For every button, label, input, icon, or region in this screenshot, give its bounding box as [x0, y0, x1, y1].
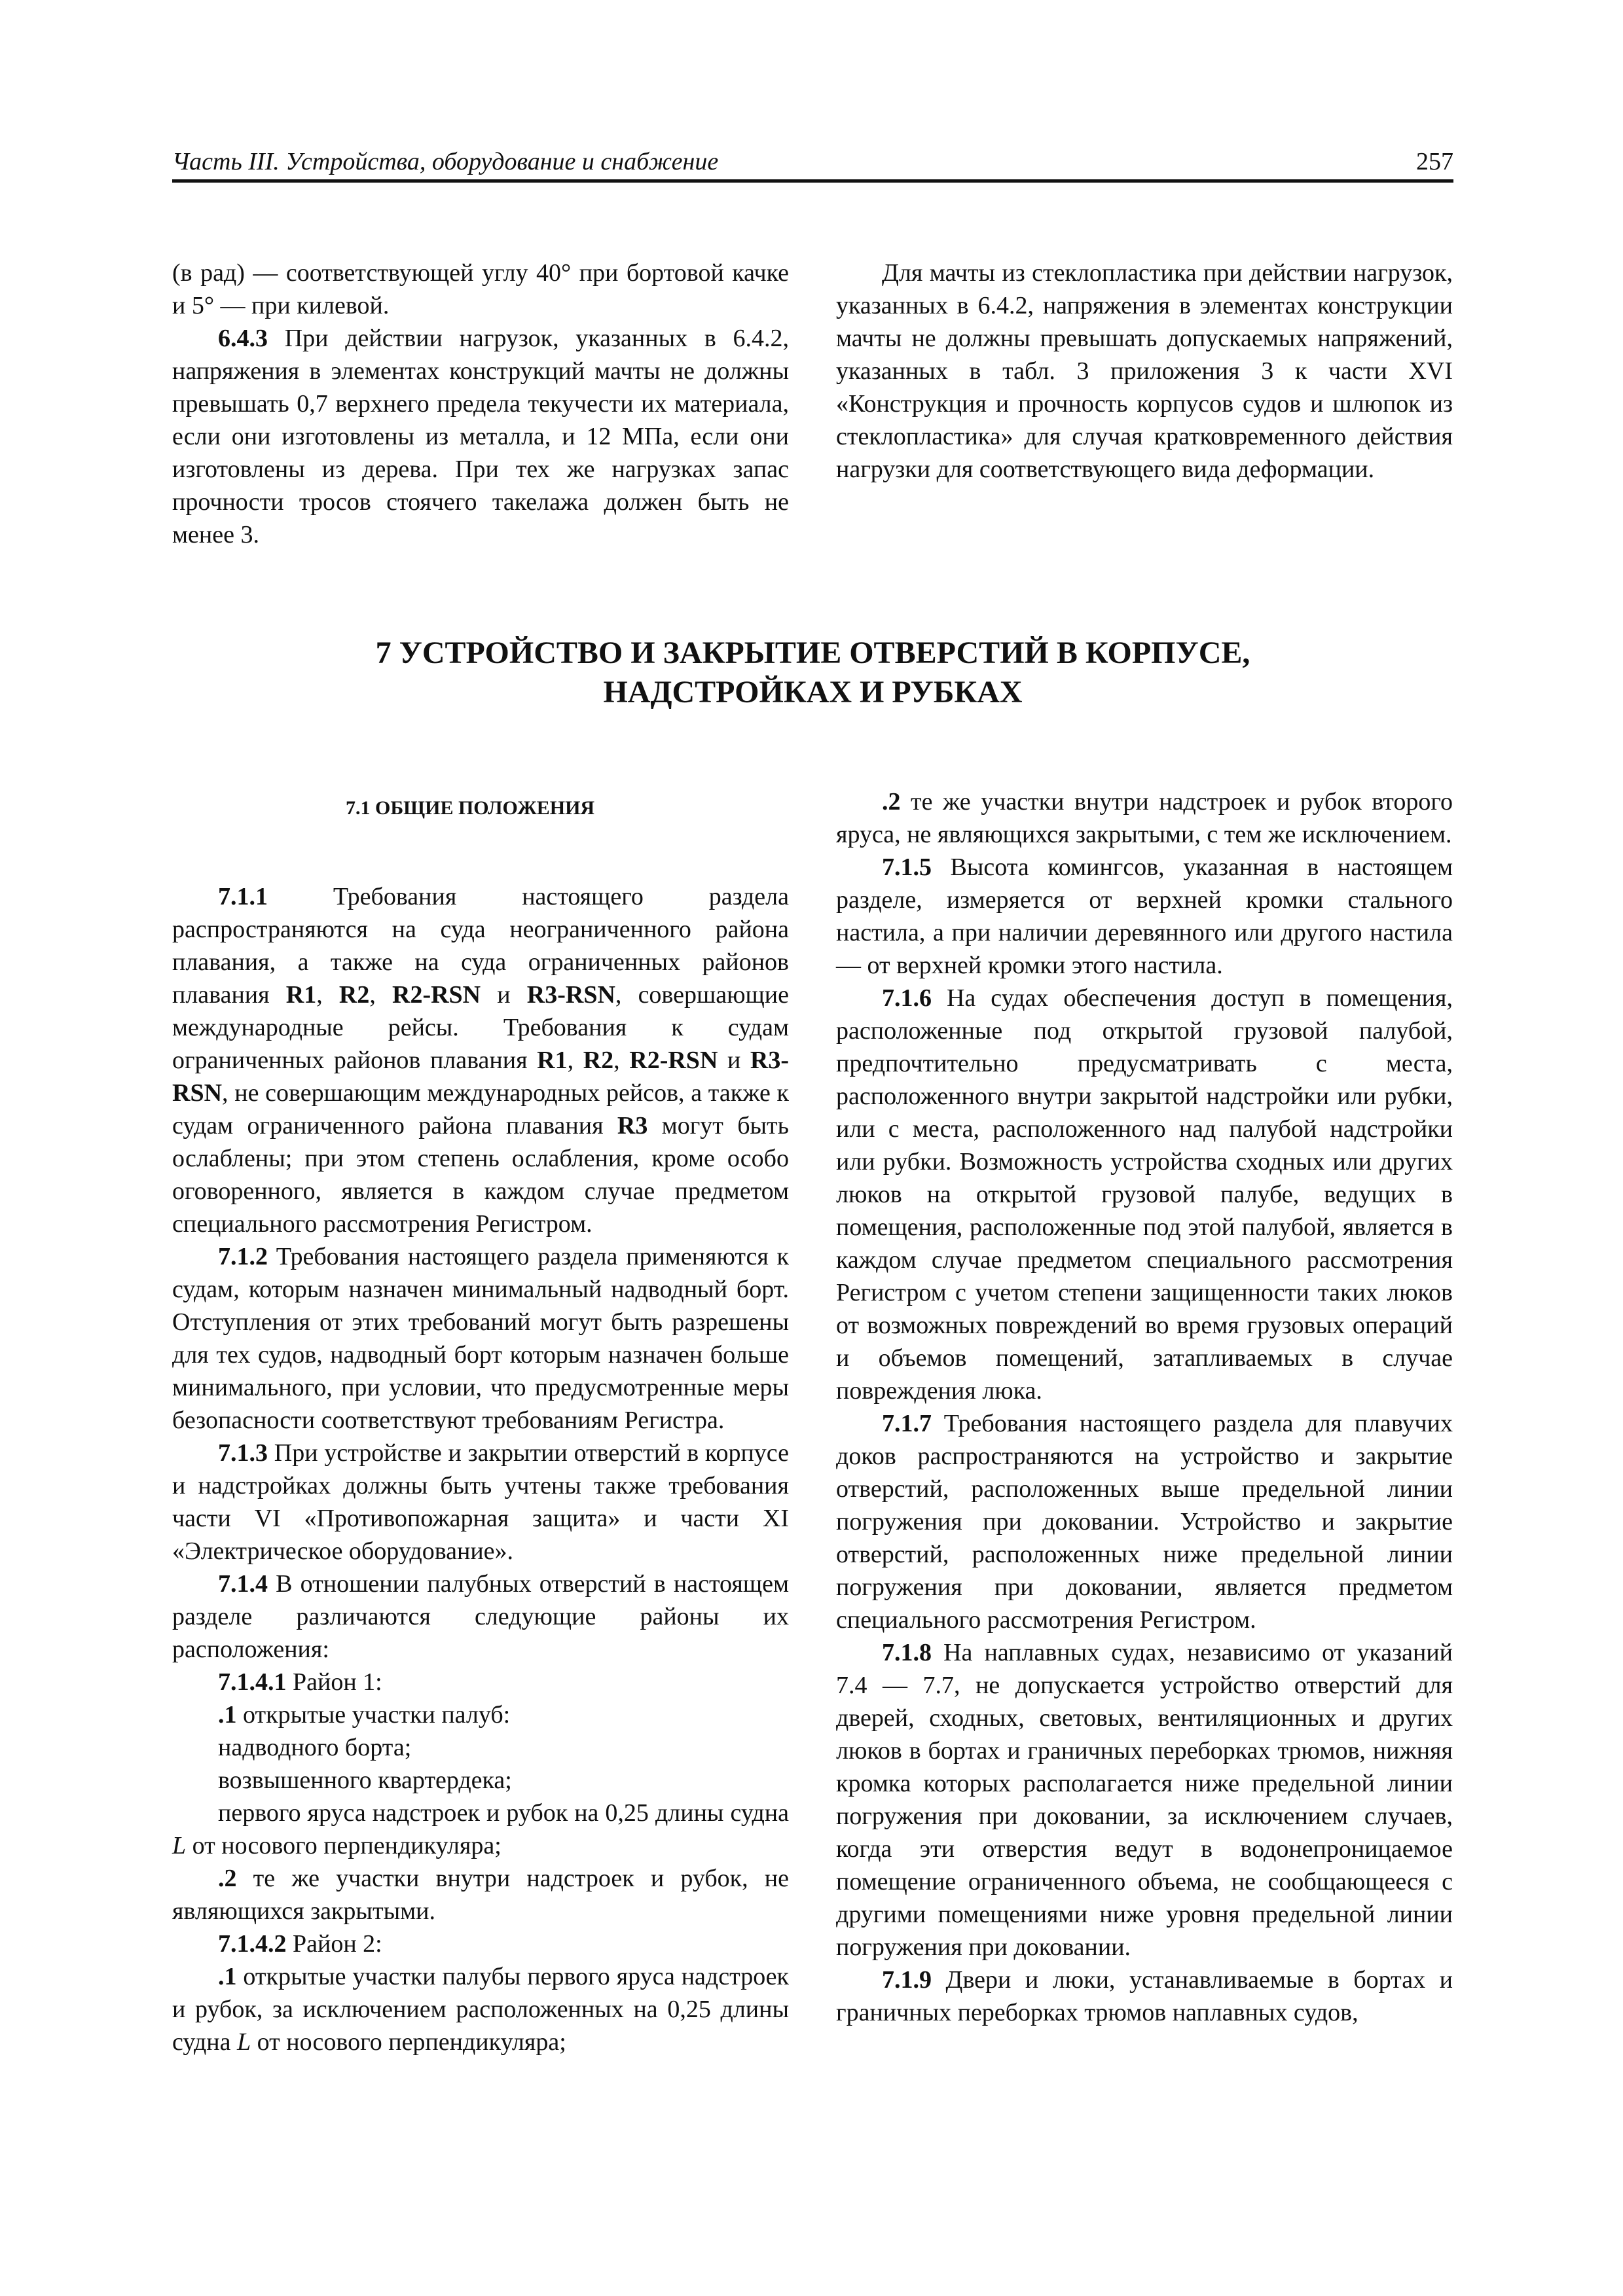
top-right-column [836, 257, 1453, 486]
list-item: .2 те же участки внутри надстроек и рубок, не являющихся закрытыми. [172, 1865, 789, 1925]
paragraph-7-1-1: 7.1.1 Требования настоящего раздела распространяются на суда неограниченного района плавания, а также на суда ограниченных районов плавания R1, R2, R2-RSN и R3-RSN, совершающие международные рейсы. Требования к судам ограниченных районов плавания R1, R2, R2-RSN и R3-RSN, не совершающим международных рейсов, а также к судам ограниченного района плавания R3 могут быть ослаблены; при этом степень ослабления, кроме особо оговоренного, является в каждом случае предметом специального рассмотрения Регистром. [172, 883, 790, 1238]
paragraph-7-1-4-2: 7.1.4.2 Район 2: [218, 1930, 382, 1958]
list-item: надводного борта; [218, 1734, 412, 1761]
bottom-left-column [172, 880, 789, 2058]
page-number: 257 [1416, 148, 1453, 175]
paragraph-7-1-5: 7.1.5 Высота комингсов, указанная в настоящем разделе, измеряется от верхней кромки стального настила, а при наличии деревянного или другого настила — от верхней кромки этого настила. [836, 853, 1453, 979]
paragraph-7-1-9: 7.1.9 Двери и люки, устанавливаемые в бортах и граничных переборках трюмов наплавных судов, [836, 1966, 1453, 2026]
top-left-column [172, 257, 789, 551]
list-item: .1 открытые участки палубы первого яруса надстроек и рубок, за исключением расположенных на 0,25 длины судна L от носового перпендикуляра; [172, 1963, 789, 2056]
paragraph-7-1-7: 7.1.7 Требования настоящего раздела для плавучих доков распространяются на устройство и закрытие отверстий, расположенных выше предельной линии погружения при доковании. Устройство и закрытие отверстий, расположенных ниже предельной линии погружения при доковании, является предметом специального рассмотрения Регистром. [836, 1410, 1453, 1634]
paragraph-7-1-8: 7.1.8 На наплавных судах, независимо от указаний 7.4 — 7.7, не допускается устройство отверстий для дверей, сходных, световых, вентиляционных и других люков в бортах и граничных переборках трюмов, нижняя кромка которых располагается ниже предельной линии погружения при доковании, за исключением случаев, когда эти отверстия ведут в водонепроницаемое помещение ограниченного объема, не сообщающееся с другими помещениями ниже уровня предельной линии погружения при доковании. [836, 1639, 1453, 1961]
clause-number: 6.4.3 [218, 325, 268, 352]
paragraph-7-1-4-1: 7.1.4.1 Район 1: [218, 1668, 382, 1696]
running-header-title: Часть III. Устройства, оборудование и снабжение [172, 148, 719, 175]
section-heading [172, 634, 1453, 712]
paragraph-7-1-6: 7.1.6 На судах обеспечения доступ в помещения, расположенные под открытой грузовой палубой, предпочтительно предусматривать с места, расположенного внутри закрытой надстройки или рубки, или с места, расположенного над палубой надстройки или рубки. Возможность устройства сходных или других люков на открытой грузовой палубе, ведущих в помещения, расположенные под этой палубой, является в каждом случае предметом специального рассмотрения Регистром с учетом степени защищенности таких люков от возможных повреждений во время грузовых операций и объемов помещений, затапливаемых в случае повреждения люка. [836, 984, 1453, 1405]
list-item: .1 открытые участки палуб: [218, 1701, 511, 1729]
paragraph-6-4-3: 6.4.3 При действии нагрузок, указанных в 6.4.2, напряжения в элементах конструкций мачты не должны превышать 0,7 верхнего предела текучести их материала, если они изготовлены из металла, и 12 МПа, если они изготовлены из дерева. При тех же нагрузках запас прочности тросов стоячего такелажа должен быть не менее 3. [172, 325, 789, 548]
paragraph-7-1-4: 7.1.4 В отношении палубных отверстий в настоящем разделе различаются следующие районы их расположения: [172, 1570, 789, 1663]
list-item: .2 те же участки внутри надстроек и рубок второго яруса, не являющихся закрытыми, с тем же исключением. [836, 788, 1453, 848]
running-header [172, 143, 1453, 183]
paragraph-7-1-2: 7.1.2 Требования настоящего раздела применяются к судам, которым назначен минимальный надводный борт. Отступления от этих требований могут быть разрешены для тех судов, надводный борт которым назначен больше минимального, при условии, что предусмотренные меры безопасности соответствуют требованиям Регистра. [172, 1243, 789, 1434]
paragraph-fiberglass-mast: Для мачты из стеклопластика при действии нагрузок, указанных в 6.4.2, напряжения в элементах конструкции мачты не должны превышать допускаемых напряжений, указанных в табл. 3 приложения 3 к части XVI «Конструкция и прочность корпусов судов и шлюпок из стеклопластика» для случая кратковременного действия нагрузки для соответствующего вида деформации. [836, 259, 1453, 483]
list-item: возвышенного квартердека; [218, 1767, 512, 1794]
paragraph-7-1-3: 7.1.3 При устройстве и закрытии отверстий в корпусе и надстройках должны быть учтены также требования части VI «Противопожарная защита» и части XI «Электрическое оборудование». [172, 1439, 789, 1565]
subsection-heading: 7.1 ОБЩИЕ ПОЛОЖЕНИЯ [346, 797, 595, 819]
section-heading-line-2: НАДСТРОЙКАХ И РУБКАХ [603, 675, 1023, 709]
list-item: первого яруса надстроек и рубок на 0,25 длины судна L от носового перпендикуляра; [172, 1799, 789, 1859]
paragraph-continuation: (в рад) — соответствующей углу 40° при бортовой качке и 5° — при килевой. [172, 259, 789, 319]
bottom-right-column [836, 785, 1453, 2029]
section-heading-line-1: 7 УСТРОЙСТВО И ЗАКРЫТИЕ ОТВЕРСТИЙ В КОРПУСЕ, [375, 636, 1250, 670]
